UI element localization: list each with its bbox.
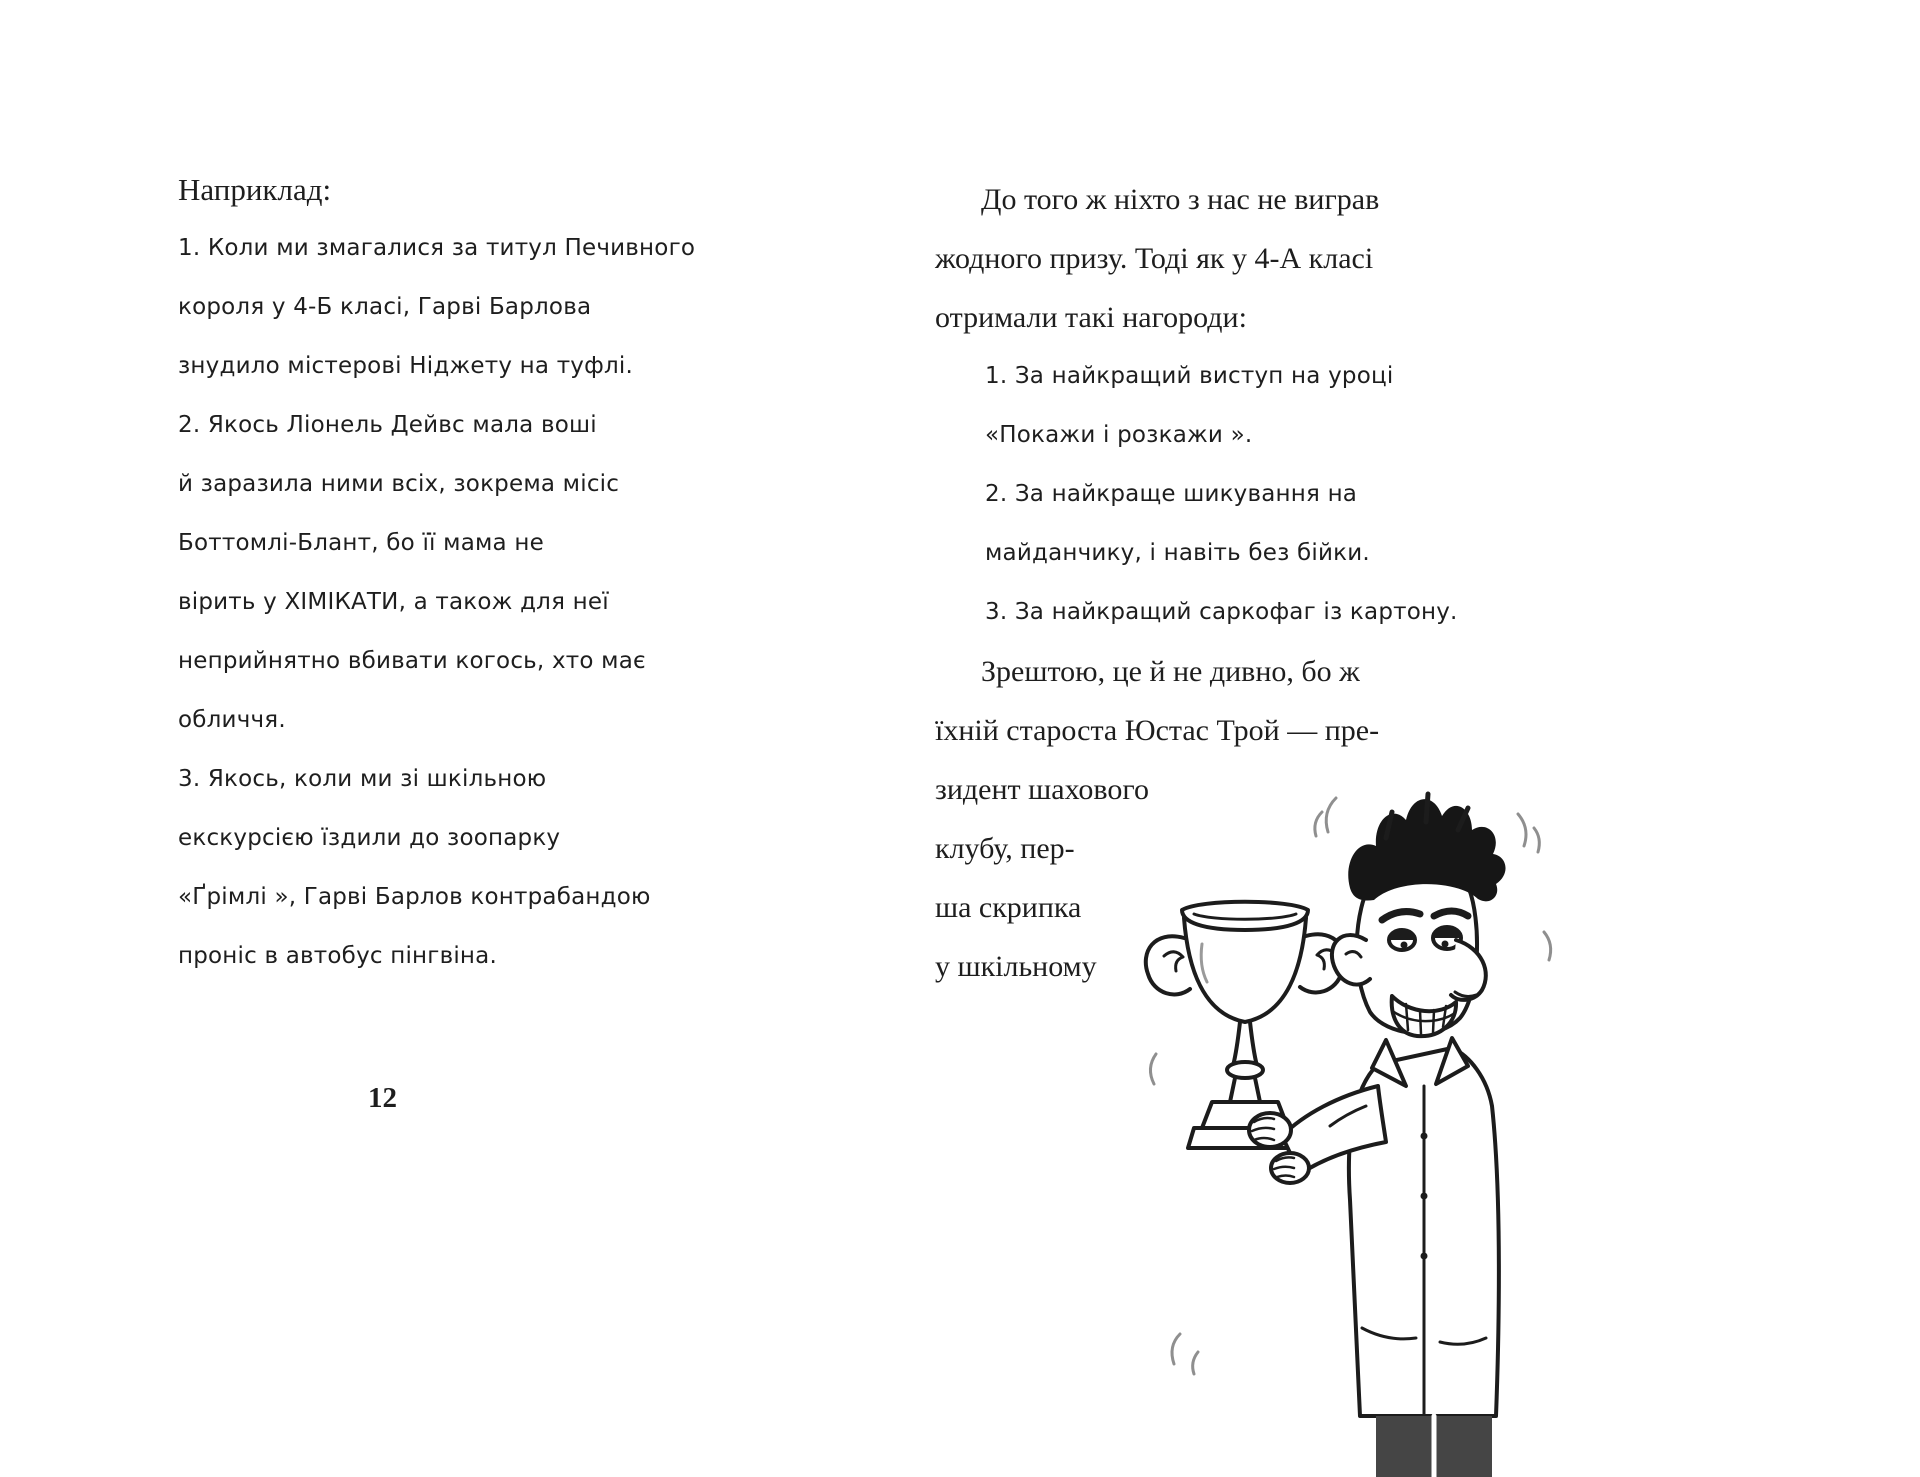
text-line: неприйнятно вбивати когось, хто має bbox=[178, 648, 646, 674]
boy-with-trophy-illustration bbox=[1140, 768, 1560, 1477]
text-line: зидент шахового bbox=[935, 773, 1149, 806]
text-line: ша скрипка bbox=[935, 891, 1082, 924]
text-line: знудило містерові Ніджету на туфлі. bbox=[178, 353, 633, 379]
nose bbox=[1451, 940, 1486, 1000]
text-line: майданчику, і навіть без бійки. bbox=[985, 540, 1370, 566]
left-page bbox=[178, 160, 696, 1114]
text-line: 3. За найкращий саркофаг із картону. bbox=[985, 599, 1458, 625]
text-line: 2. За найкраще шикування на bbox=[985, 481, 1358, 507]
text-line: 1. За найкращий виступ на уроці bbox=[985, 363, 1394, 389]
page-number: 12 bbox=[368, 1082, 397, 1114]
paragraph-lead-in: Наприклад: bbox=[178, 172, 332, 207]
text-line: клубу, пер- bbox=[935, 832, 1075, 865]
text-line: й заразила ними всіх, зокрема місіс bbox=[178, 471, 620, 497]
text-line: 2. Якось Ліонель Дейвс мала воші bbox=[178, 412, 597, 438]
text-line: «Покажи і розкажи ». bbox=[985, 422, 1253, 448]
text-line: короля у 4-Б класі, Гарві Барлова bbox=[178, 294, 592, 320]
text-line: проніс в автобус пінгвіна. bbox=[178, 943, 497, 969]
text-line: жодного призу. Тоді як у 4-А класі bbox=[935, 242, 1374, 275]
text-line: 3. Якось, коли ми зі шкільною bbox=[178, 766, 547, 792]
text-line: 1. Коли ми змагалися за титул Печивного bbox=[178, 235, 696, 261]
text-line: Зрештою, це й не дивно, бо ж bbox=[981, 655, 1360, 688]
paragraph-awards-intro bbox=[935, 170, 1458, 347]
awards-list bbox=[985, 347, 1458, 642]
text-line: екскурсією їздили до зоопарку bbox=[178, 825, 561, 851]
text-line: Боттомлі-Блант, бо її мама не bbox=[178, 530, 544, 556]
text-line: у шкільному bbox=[935, 950, 1097, 983]
text-line: отримали такі нагороди: bbox=[935, 301, 1247, 334]
text-line: До того ж ніхто з нас не виграв bbox=[981, 183, 1380, 216]
examples-list bbox=[178, 219, 695, 986]
text-line: «Ґрімлі », Гарві Барлов контрабандою bbox=[178, 884, 651, 910]
text-line: обличчя. bbox=[178, 707, 286, 733]
text-line: вірить у ХІМІКАТИ, а також для неї bbox=[178, 589, 609, 615]
text-line: їхній староста Юстас Трой — пре- bbox=[935, 714, 1380, 747]
